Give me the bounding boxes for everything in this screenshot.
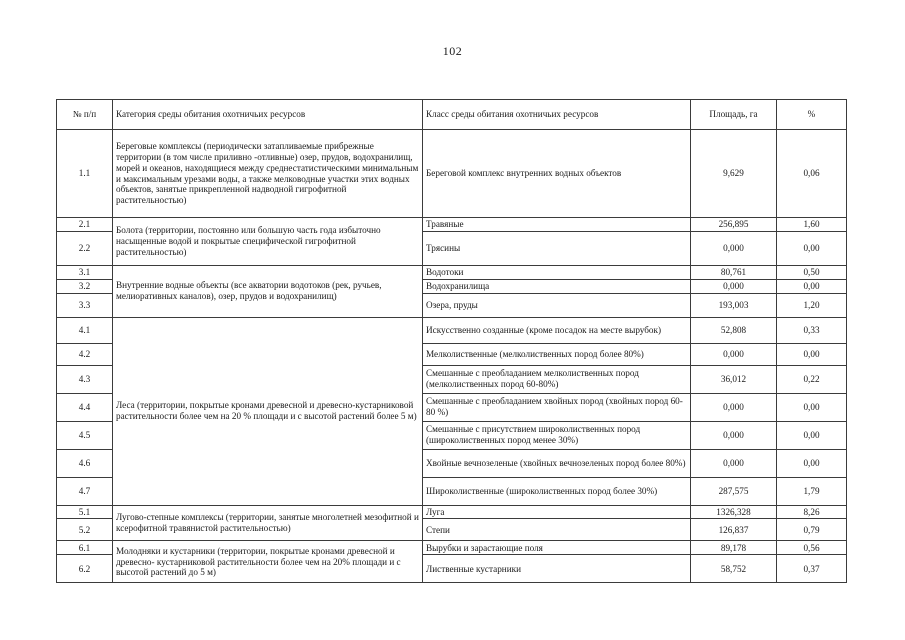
- row-num: 6.2: [57, 555, 113, 583]
- row-percent: 0,79: [777, 519, 847, 541]
- header-class: Класс среды обитания охотничьих ресурсов: [423, 100, 691, 130]
- row-category: Леса (территории, покрытые кронами древесной и древесно-кустарниковой растительности более чем на 20 % площади и с высотой растений более 5 м): [113, 317, 423, 505]
- header-category: Категория среды обитания охотничьих ресурсов: [113, 100, 423, 130]
- table-row: [57, 218, 847, 232]
- row-class: Широколиственные (широколиственных пород более 30%): [423, 477, 691, 505]
- row-category: Внутренние водные объекты (все акватории водотоков (рек, ручьев, мелиоративных каналов), озер, прудов и водохранилищ): [113, 265, 423, 317]
- row-category: Береговые комплексы (периодически затапливаемые прибрежные территории (в том числе приливно -отливные) озер, прудов, водохранилищ, морей и океанов, находящиеся между среднестатистическими минимальным и максимальным урезами воды, а также мелководные участки этих водных объектов, занятые прикрепленной надводной гигрофитной растительностью): [113, 130, 423, 218]
- row-class: Водотоки: [423, 265, 691, 279]
- row-area: 287,575: [691, 477, 777, 505]
- row-class: Луга: [423, 505, 691, 519]
- row-num: 5.1: [57, 505, 113, 519]
- row-percent: 0,00: [777, 449, 847, 477]
- row-area: 89,178: [691, 541, 777, 555]
- page-number: 102: [442, 44, 463, 58]
- row-class: Смешанные с присутствием широколиственных пород (широколиственных пород менее 30%): [423, 421, 691, 449]
- row-area: 193,003: [691, 293, 777, 317]
- table-row: [57, 505, 847, 519]
- row-area: 52,808: [691, 317, 777, 343]
- row-class: Береговой комплекс внутренних водных объектов: [423, 130, 691, 218]
- table-row: [57, 265, 847, 279]
- row-percent: 0,00: [777, 231, 847, 265]
- row-class: Вырубки и зарастающие поля: [423, 541, 691, 555]
- row-percent: 1,20: [777, 293, 847, 317]
- row-percent: 1,79: [777, 477, 847, 505]
- row-category: Лугово-степные комплексы (территории, занятые многолетней мезофитной и ксерофитной травянистой растительностью): [113, 505, 423, 541]
- row-num: 4.1: [57, 317, 113, 343]
- row-class: Травяные: [423, 218, 691, 232]
- row-percent: 0,00: [777, 421, 847, 449]
- row-area: 126,837: [691, 519, 777, 541]
- row-class: Озера, пруды: [423, 293, 691, 317]
- header-num: № п/п: [57, 100, 113, 130]
- row-percent: 0,33: [777, 317, 847, 343]
- row-num: 4.6: [57, 449, 113, 477]
- row-area: 0,000: [691, 421, 777, 449]
- row-area: 80,761: [691, 265, 777, 279]
- row-num: 4.2: [57, 343, 113, 365]
- row-class: Мелколиственные (мелколиственных пород более 80%): [423, 343, 691, 365]
- row-area: 36,012: [691, 365, 777, 393]
- row-percent: 0,00: [777, 393, 847, 421]
- row-area: 256,895: [691, 218, 777, 232]
- row-num: 1.1: [57, 130, 113, 218]
- row-num: 4.3: [57, 365, 113, 393]
- row-class: Хвойные вечнозеленые (хвойных вечнозеленых пород более 80%): [423, 449, 691, 477]
- row-percent: 0,00: [777, 343, 847, 365]
- row-num: 4.4: [57, 393, 113, 421]
- row-percent: 8,26: [777, 505, 847, 519]
- row-class: Лиственные кустарники: [423, 555, 691, 583]
- row-percent: 0,06: [777, 130, 847, 218]
- table-row: [57, 541, 847, 555]
- row-class: Трясины: [423, 231, 691, 265]
- row-area: 1326,328: [691, 505, 777, 519]
- row-percent: 0,56: [777, 541, 847, 555]
- table-row: [57, 317, 847, 343]
- row-percent: 0,37: [777, 555, 847, 583]
- row-num: 4.7: [57, 477, 113, 505]
- row-class: Смешанные с преобладанием хвойных пород (хвойных пород 60-80 %): [423, 393, 691, 421]
- row-num: 2.1: [57, 218, 113, 232]
- row-num: 6.1: [57, 541, 113, 555]
- row-num: 3.2: [57, 279, 113, 293]
- row-percent: 1,60: [777, 218, 847, 232]
- row-category: Болота (территории, постоянно или большую часть года избыточно насыщенные водой и покрытые специфической гигрофитной растительностью): [113, 218, 423, 266]
- row-area: 0,000: [691, 343, 777, 365]
- row-class: Степи: [423, 519, 691, 541]
- row-category: Молодняки и кустарники (территории, покрытые кронами древесной и древесно- кустарниковой растительности более чем на 20% площади и с высотой растений до 5 м): [113, 541, 423, 583]
- row-num: 2.2: [57, 231, 113, 265]
- row-percent: 0,22: [777, 365, 847, 393]
- row-area: 58,752: [691, 555, 777, 583]
- row-area: 9,629: [691, 130, 777, 218]
- row-num: 3.1: [57, 265, 113, 279]
- row-percent: 0,50: [777, 265, 847, 279]
- row-area: 0,000: [691, 231, 777, 265]
- row-class: Водохранилища: [423, 279, 691, 293]
- row-area: 0,000: [691, 449, 777, 477]
- row-num: 5.2: [57, 519, 113, 541]
- row-percent: 0,00: [777, 279, 847, 293]
- row-num: 4.5: [57, 421, 113, 449]
- row-num: 3.3: [57, 293, 113, 317]
- table-header-row: [57, 100, 847, 130]
- header-area: Площадь, га: [691, 100, 777, 130]
- header-percent: %: [777, 100, 847, 130]
- row-class: Искусственно созданные (кроме посадок на месте вырубок): [423, 317, 691, 343]
- habitat-table: [56, 99, 847, 583]
- table-row: [57, 130, 847, 218]
- row-area: 0,000: [691, 393, 777, 421]
- row-area: 0,000: [691, 279, 777, 293]
- row-class: Смешанные с преобладанием мелколиственных пород (мелколиственных пород 60-80%): [423, 365, 691, 393]
